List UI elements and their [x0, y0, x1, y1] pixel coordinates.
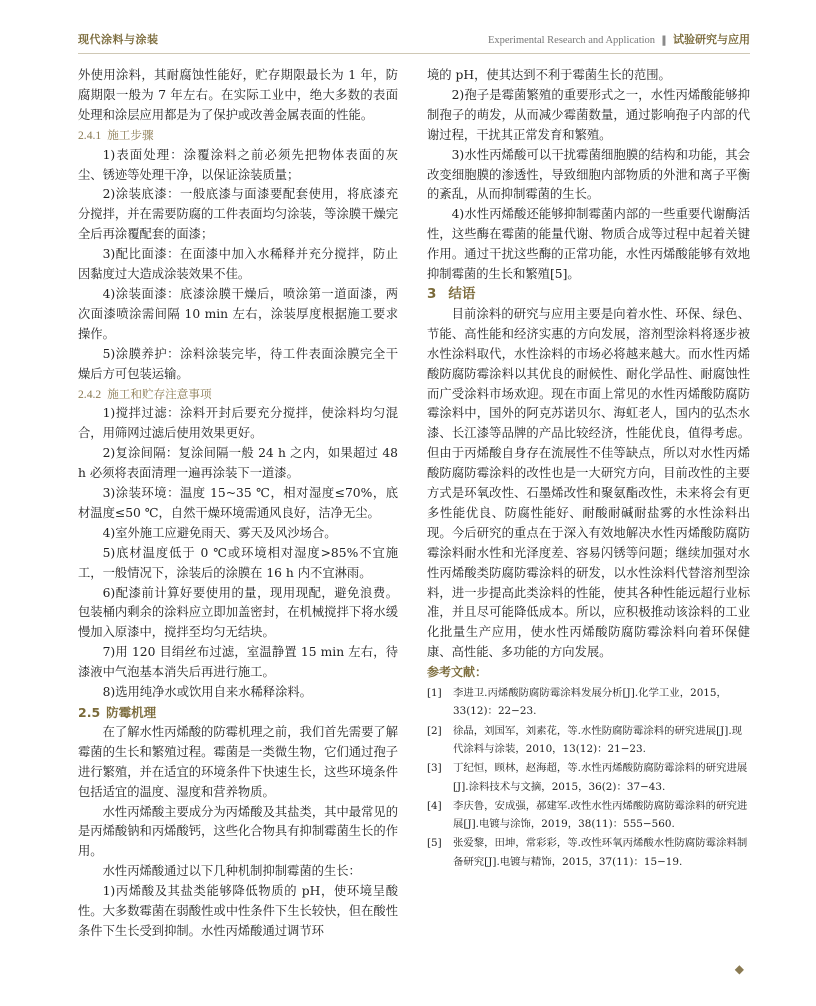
reference-list — [427, 684, 750, 871]
heading-number: 2.4.1 — [78, 128, 102, 142]
step-2: 2)涂装底漆：一般底漆与面漆要配套使用，将底漆充分搅拌，并在需要防腐的工件表面均匀涂装，等涂膜干燥完全后再涂覆配套的面漆； — [78, 187, 398, 242]
intro-paragraph: 外使用涂料，其耐腐蚀性能好，贮存期限最长为 1 年，防腐期限一般为 7 年左右。在实际工业中，绝大多数的表面处理和涂层应用都是为了保护或改善金属表面的性能。 — [78, 68, 398, 122]
reference-item — [427, 684, 750, 721]
note-7: 7)用 120 目绢丝布过滤，室温静置 15 min 左右，待漆液中气泡基本消失后再进行施工。 — [78, 645, 398, 680]
heading-text: 结语 — [448, 285, 476, 302]
heading-text: 施工和贮存注意事项 — [107, 386, 212, 401]
reference-item — [427, 797, 750, 834]
heading-number: 3 — [427, 285, 437, 302]
right-column — [427, 66, 750, 871]
reference-text: 张爱黎，田坤，常彩彩，等.改性环氧丙烯酸水性防腐防霉涂料制备研究[J].电镀与精饰，2015，37(11)：15−19. — [453, 837, 748, 868]
reference-text: 李进卫.丙烯酸防腐防霉涂料发展分析[J].化学工业，2015，33(12)：22−23. — [453, 687, 727, 718]
mechanism-1: 1)丙烯酸及其盐类能够降低物质的 pH，使环境呈酸性。大多数霉菌在弱酸性或中性条件下生长较快，但在酸性条件下生长受到抑制。水性丙烯酸通过调节环 — [78, 884, 398, 938]
page-header — [78, 31, 750, 51]
header-rule — [78, 53, 750, 54]
reference-number: [4] — [427, 799, 442, 812]
mechanism-3: 3)水性丙烯酸可以干扰霉菌细胞膜的结构和功能，其会改变细胞膜的渗透性，导致细胞内部物质的外泄和离子平衡的紊乱，从而抑制霉菌的生长。 — [427, 147, 750, 202]
left-column — [78, 66, 398, 942]
heading-2-4-2 — [78, 385, 398, 405]
note-6: 6)配漆前计算好要使用的量，现用现配，避免浪费。包装桶内剩余的涂料应立即加盖密封，在机械搅拌下将水缓慢加入原漆中，搅拌至均匀无结块。 — [78, 585, 398, 640]
note-1: 1)搅拌过滤：涂料开封后要充分搅拌，使涂料均匀混合，用筛网过滤后使用效果更好。 — [78, 406, 398, 441]
conclusion-paragraph: 目前涂料的研究与应用主要是向着水性、环保、绿色、节能、高性能和经济实惠的方向发展，溶剂型涂料将逐步被水性涂料取代，水性涂料的市场必将越来越大。而水性丙烯酸防腐防霉涂料以其优良的耐候性、耐化学品性、耐腐蚀性而广受涂料市场欢迎。现在市面上常见的水性丙烯酸防腐防霉涂料中，国外的阿克苏诺贝尔、海虹老人，国内的弘杰水漆、长江漆等品牌的产品比较经济，性能优良，值得考虑。但由于丙烯酸自身存在流展性不佳等缺点，所以对水性丙烯酸防腐防霉涂料的改性也是一大研究方向，目前改性的主要方式是环氧改性、石墨烯改性和聚氨酯改性，未来将会有更多性能优良、防腐性能好、耐酸耐碱耐盐雾的水性涂料出现。今后研究的重点在于深入有效地解决水性丙烯酸防腐防霉涂料耐水性和光泽度差、容易闪锈等问题；继续加强对水性丙烯酸类防腐防霉涂料的研发，以水性涂料代替溶剂型涂料，进一步提高此类涂料的性能，使其各种性能远超行业标准，并且尽可能降低成本。所以，应积极推动该涂料的工业化批量生产应用，使水性丙烯酸防腐防霉涂料向着环保健康、高性能、多功能的方向发展。 — [427, 306, 750, 660]
running-head — [488, 31, 750, 47]
mechanism-2: 2)孢子是霉菌繁殖的重要形式之一，水性丙烯酸能够抑制孢子的萌发，从而减少霉菌数量，通过影响孢子内部的代谢过程，干扰其正常发育和繁殖。 — [427, 87, 750, 142]
section-separator: ‖ — [661, 34, 667, 46]
heading-2-4-1 — [78, 126, 398, 146]
step-3: 3)配比面漆：在面漆中加入水稀释并充分搅拌，防止因黏度过大造成涂装效果不佳。 — [78, 247, 398, 282]
step-4: 4)涂装面漆：底漆涂膜干燥后，喷涂第一道面漆，两次面漆喷涂需间隔 10 min 左右，涂装厚度根据施工要求操作。 — [78, 286, 398, 341]
section-english: Experimental Research and Application — [487, 35, 656, 46]
reference-text: 李庆鲁，安成强，郝建军.改性水性丙烯酸防腐防霉涂料的研究进展[J].电镀与涂饰，2019，38(11)：555−560. — [453, 799, 748, 831]
reference-number: [1] — [427, 687, 442, 700]
note-5: 5)底材温度低于 0 ℃或环境相对湿度>85%不宜施工，一般情况下，涂装后的涂膜在 16 h 内不宜淋雨。 — [78, 545, 398, 580]
reference-text: 徐晶，刘国军，刘素花，等.水性防腐防霉涂料的研究进展[J].现代涂料与涂装，2010，13(12)：21−23. — [453, 724, 743, 755]
mechanism-4: 4)水性丙烯酸还能够抑制霉菌内部的一些重要代谢酶活性，这些酶在霉菌的能量代谢、物质合成等过程中起着关键作用。通过干扰这些酶的正常功能，水性丙烯酸能够有效地抑制霉菌的生长和繁殖[5]。 — [427, 207, 750, 282]
end-mark-icon: ◆ — [734, 962, 744, 976]
heading-number: 2.5 — [78, 705, 101, 720]
heading-2-5 — [78, 703, 398, 723]
reference-number: [3] — [427, 762, 442, 775]
reference-item — [427, 759, 750, 796]
heading-text: 防霉机理 — [106, 705, 157, 720]
note-4: 4)室外施工应避免雨天、雾天及风沙场合。 — [102, 525, 337, 540]
reference-item — [427, 722, 750, 759]
mechanism-paragraph-1: 在了解水性丙烯酸的防霉机理之前，我们首先需要了解霉菌的生长和繁殖过程。霉菌是一类微生物，它们通过孢子进行繁殖，并在适宜的环境条件下快速生长，这些环境条件包括适宜的温度、湿度和营养物质。 — [78, 724, 398, 799]
reference-number: [2] — [427, 724, 442, 737]
step-5: 5)涂膜养护：涂料涂装完毕，待工件表面涂膜完全干燥后方可包装运输。 — [78, 346, 398, 381]
reference-number: [5] — [427, 837, 442, 850]
note-2: 2)复涂间隔：复涂间隔一般 24 h 之内，如果超过 48 h 必须将表面清理一遍再涂装下一道漆。 — [78, 446, 398, 481]
section-chinese: 试验研究与应用 — [673, 33, 750, 46]
references-title: 参考文献： — [427, 665, 488, 680]
heading-text: 施工步骤 — [107, 127, 154, 142]
note-8: 8)选用纯净水或饮用自来水稀释涂料。 — [102, 685, 312, 700]
note-3: 3)涂装环境：温度 15~35 ℃，相对湿度≤70%，底材温度≤50 ℃，自然干燥环境需通风良好，洁净无尘。 — [78, 486, 398, 520]
heading-number: 2.4.2 — [78, 387, 102, 401]
mechanism-paragraph-3: 水性丙烯酸通过以下几种机制抑制霉菌的生长： — [102, 864, 361, 879]
reference-text: 丁纪恒，顾林，赵海超，等.水性丙烯酸防腐防霉涂料的研究进展[J].涂料技术与文摘，2015，36(2)：37−43. — [453, 762, 748, 793]
mechanism-1-continued: 境的 pH，使其达到不利于霉菌生长的范围。 — [427, 68, 671, 82]
heading-3 — [427, 285, 750, 305]
journal-title: 现代涂料与涂装 — [78, 33, 159, 46]
mechanism-paragraph-2: 水性丙烯酸主要成分为丙烯酸及其盐类，其中最常见的是丙烯酸钠和丙烯酸钙，这些化合物具有抑制霉菌生长的作用。 — [78, 804, 398, 859]
reference-item — [427, 834, 750, 871]
step-1: 1)表面处理：涂覆涂料之前必须先把物体表面的灰尘、锈迹等处理干净，以保证涂装质量； — [78, 147, 398, 182]
